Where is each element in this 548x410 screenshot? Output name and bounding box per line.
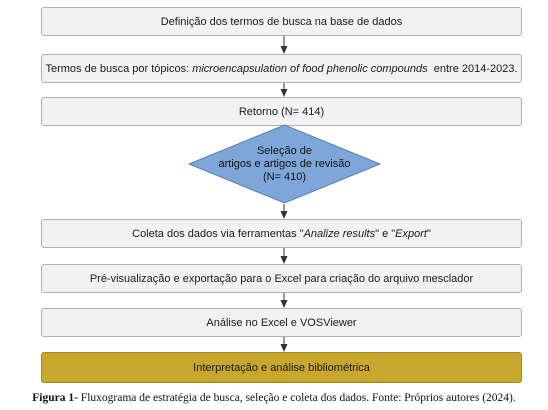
decision-line-1: Seleção de <box>256 144 313 157</box>
step-topic-search-terms-prefix: Termos de busca por tópicos: <box>45 62 193 75</box>
step-interpretation-label: Interpretação e análise bibliométrica <box>193 361 370 374</box>
figure-caption-text: Fluxograma de estratégia de busca, seleção e coleta dos dados. Fonte: Próprios autores (2024). <box>77 392 516 404</box>
arrow-1 <box>278 36 290 54</box>
step-data-collection-suffix: " <box>426 227 431 240</box>
figure-caption-label: Figura 1- <box>32 392 78 404</box>
step-topic-search-terms-suffix: entre 2014-2023. <box>427 62 518 75</box>
step-data-collection-italic-1: Analize results <box>303 227 376 240</box>
step-return-count <box>41 97 522 126</box>
step-topic-search-terms <box>41 54 522 83</box>
step-preview-export <box>41 264 522 293</box>
decision-line-3: (N= 410) <box>262 170 307 183</box>
arrow-2 <box>278 83 290 97</box>
decision-text <box>188 124 381 204</box>
step-analysis-tools-label: Análise no Excel e VOSViewer <box>206 316 357 329</box>
step-return-count-label: Retorno (N= 414) <box>238 105 325 118</box>
decision-line-2: artigos e artigos de revisão <box>218 157 351 170</box>
step-data-collection-middle: " e " <box>375 227 396 240</box>
arrow-6 <box>278 293 290 308</box>
step-data-collection <box>41 219 522 248</box>
arrow-5 <box>278 248 290 264</box>
arrow-4 <box>278 204 290 219</box>
step-analysis-tools <box>41 308 522 337</box>
step-data-collection-prefix: Coleta dos dados via ferramentas " <box>132 227 304 240</box>
step-define-search-terms <box>41 7 522 36</box>
arrow-7 <box>278 337 290 352</box>
step-topic-search-terms-italic: microencapsulation of food phenolic compounds <box>192 62 428 75</box>
step-preview-export-label: Pré-visualização e exportação para o Excel para criação do arquivo mesclador <box>89 272 474 285</box>
step-define-search-terms-label: Definição dos termos de busca na base de dados <box>160 15 403 28</box>
step-interpretation <box>41 352 522 383</box>
figure-caption <box>0 392 548 404</box>
step-data-collection-italic-2: Export <box>395 227 427 240</box>
